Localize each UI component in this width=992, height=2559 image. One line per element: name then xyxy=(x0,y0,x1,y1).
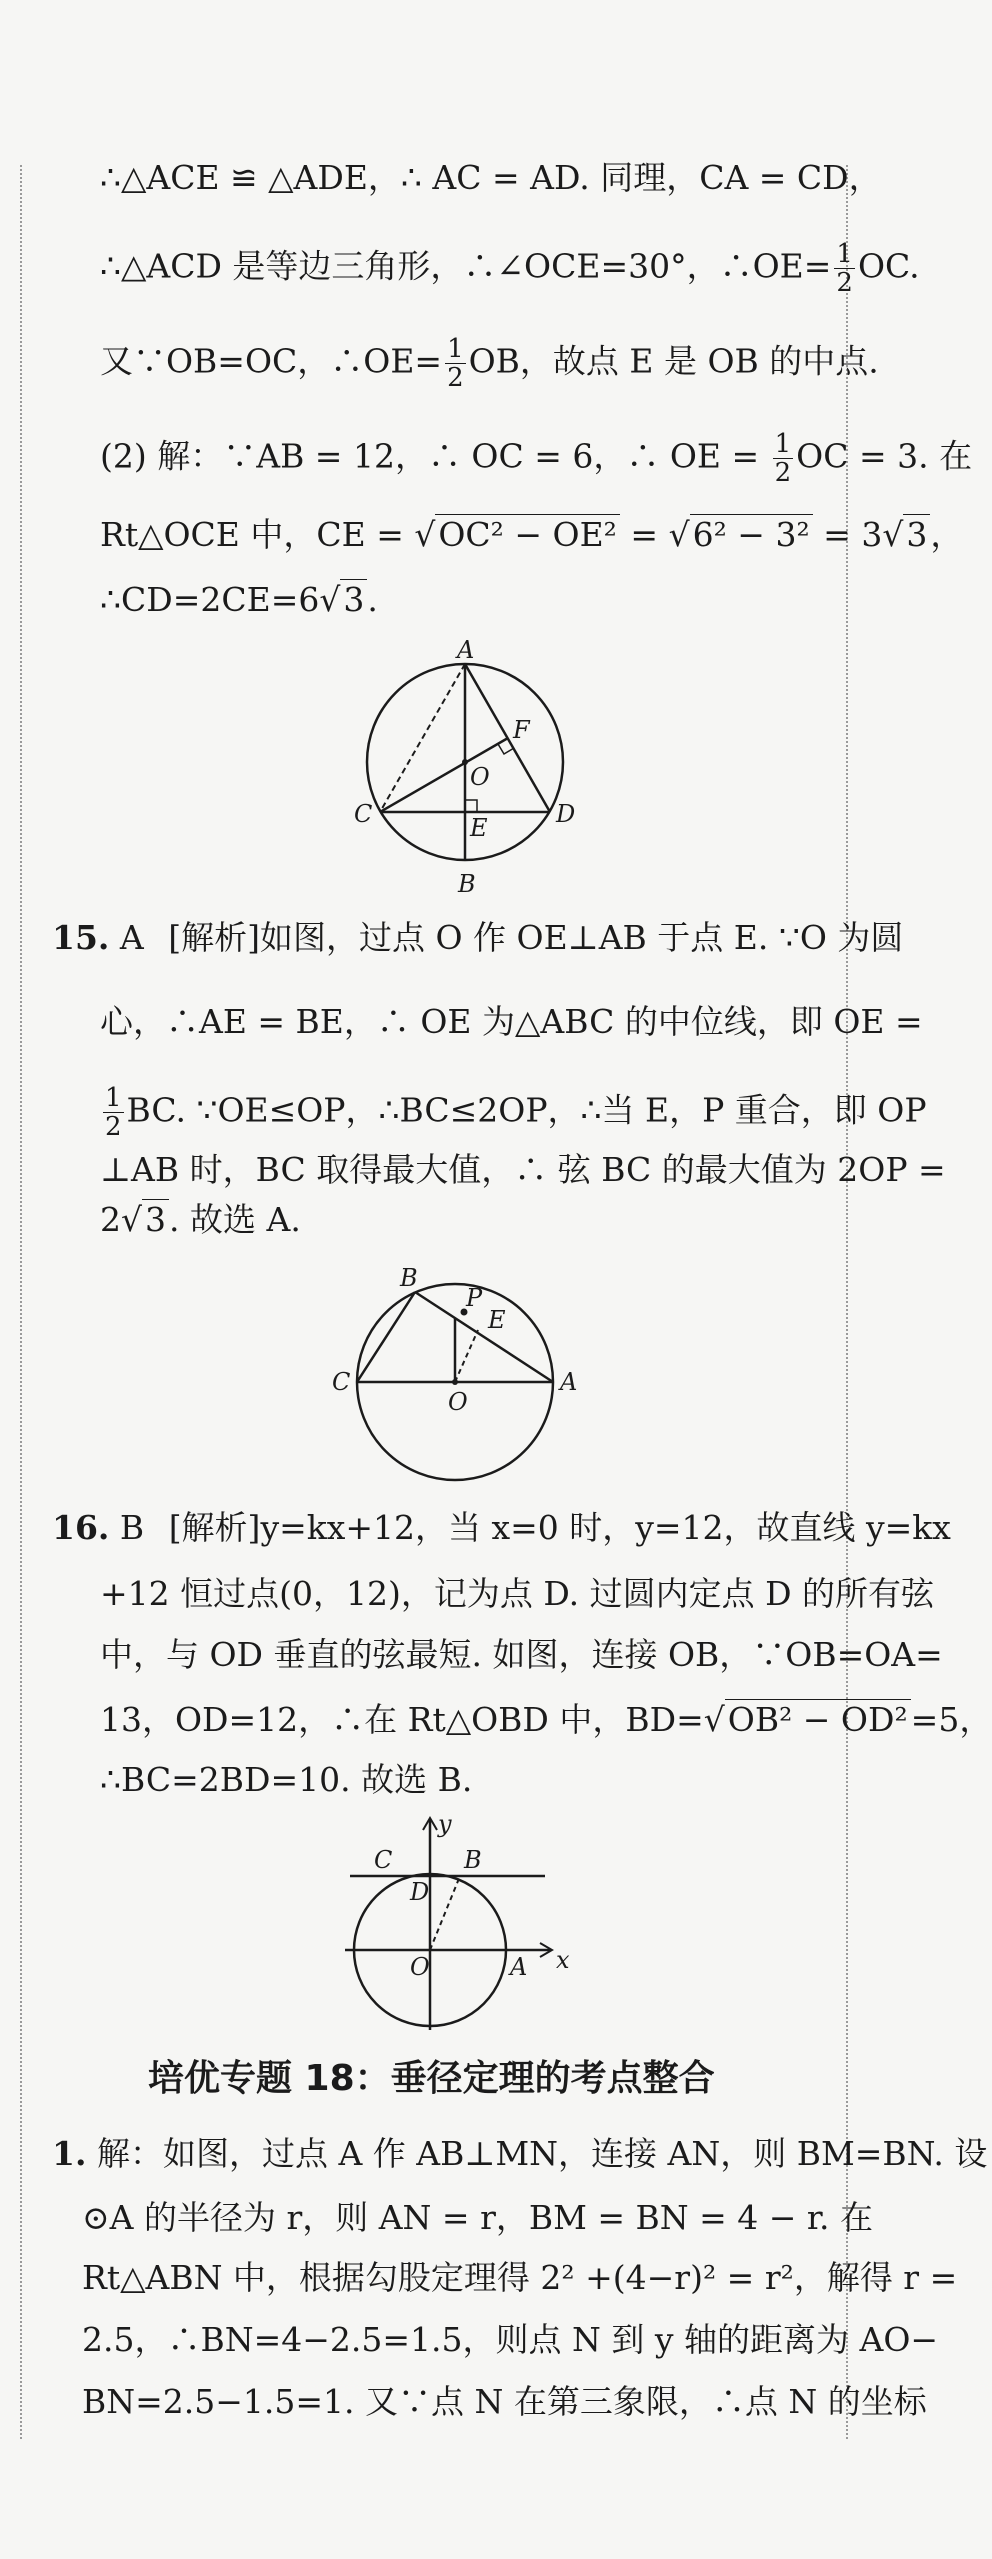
label-a: A xyxy=(510,1953,528,1981)
figure-circle-bc-chord xyxy=(320,1250,600,1480)
text-segment: (2) 解：∵AB = 12，∴ OC = 6，∴ OE = xyxy=(100,436,770,476)
label-c: C xyxy=(374,1846,393,1874)
label-b: B xyxy=(400,1264,418,1292)
label-a: A xyxy=(457,636,475,664)
sqrt-radicand: 6² − 3² xyxy=(690,514,813,554)
text-segment: OB，故点 E 是 OB 的中点. xyxy=(468,341,879,381)
sqrt-radicand: OB² − OD² xyxy=(725,1699,911,1739)
label-b: B xyxy=(458,870,476,898)
label-p: P xyxy=(466,1284,483,1312)
text-segment: = xyxy=(619,515,669,554)
text-line xyxy=(100,1084,927,1141)
text-segment: OC = 3. 在 xyxy=(796,436,973,476)
right-angle-mark xyxy=(465,800,477,812)
label-d: D xyxy=(410,1878,430,1906)
fraction-denominator: 2 xyxy=(105,1112,122,1142)
problem-1-line xyxy=(52,2134,987,2174)
text-line xyxy=(100,430,972,487)
answer-letter: A xyxy=(119,918,144,957)
fraction-numerator: 1 xyxy=(105,1083,122,1113)
label-c: C xyxy=(332,1368,351,1396)
label-y: y xyxy=(438,1810,452,1838)
fraction-denominator: 2 xyxy=(447,363,464,393)
sqrt-radicand: 3 xyxy=(142,1199,169,1239)
text-line: 2√3. 故选 A. xyxy=(100,1200,301,1239)
fraction xyxy=(103,1084,124,1141)
text-segment: y=kx+12，当 x=0 时，y=12，故直线 y=kx xyxy=(260,1508,951,1547)
label-o: O xyxy=(448,1388,468,1416)
text-line: ∴BC=2BD=10. 故选 B. xyxy=(100,1760,473,1799)
section-heading: 培优专题 18：垂径定理的考点整合 xyxy=(148,2058,715,2099)
segment-ob xyxy=(430,1876,460,1950)
problem-number: 1. xyxy=(52,2134,87,2173)
text-line: ∴△ACE ≌ △ADE，∴ AC = AD. 同理，CA = CD， xyxy=(100,158,882,197)
text-segment: 如图，过点 O 作 OE⊥AB 于点 E. ∵O 为圆 xyxy=(260,918,904,957)
analysis-tag: [解析] xyxy=(168,1508,261,1547)
fraction xyxy=(834,240,855,297)
segment-ac xyxy=(380,664,465,812)
text-line xyxy=(100,240,920,297)
answer-letter: B xyxy=(119,1508,145,1547)
text-line: Rt△OCE 中，CE = √OC² − OE² = √6² − 3² = 3√3， xyxy=(100,515,964,554)
text-segment: =5， xyxy=(910,1700,992,1739)
figure-circle-triangle-acd xyxy=(340,636,590,900)
text-segment: . 故选 A. xyxy=(169,1200,301,1239)
left-dotted-rule xyxy=(20,165,22,2439)
label-o: O xyxy=(410,1953,430,1981)
text-line: BN=2.5−1.5=1. 又∵点 N 在第三象限，∴点 N 的坐标 xyxy=(82,2382,927,2421)
right-dotted-rule xyxy=(846,165,848,2439)
label-e: E xyxy=(470,814,488,842)
figure-coordinate-circle xyxy=(330,1810,590,2040)
text-segment: 2 xyxy=(100,1200,121,1239)
text-segment: ∴△ACD 是等边三角形，∴∠OCE=30°，∴OE= xyxy=(100,246,832,286)
sqrt-radicand: 3 xyxy=(903,514,930,554)
text-line: ∴CD=2CE=6√3. xyxy=(100,580,378,619)
label-c: C xyxy=(354,800,373,828)
label-a: A xyxy=(560,1368,578,1396)
segment-cb xyxy=(357,1292,415,1382)
fraction-numerator: 1 xyxy=(836,239,853,269)
label-b: B xyxy=(464,1846,482,1874)
label-o: O xyxy=(470,763,490,791)
text-line: ⊙A 的半径为 r，则 AN = r，BM = BN = 4 − r. 在 xyxy=(82,2198,874,2237)
text-segment: BC. ∵OE≤OP，∴BC≤2OP，∴当 E，P 重合，即 OP xyxy=(126,1090,927,1130)
fraction-denominator: 2 xyxy=(836,268,853,298)
fraction-numerator: 1 xyxy=(774,429,792,459)
label-d: D xyxy=(556,800,576,828)
problem-number: 15. xyxy=(52,918,110,957)
sqrt-radicand: OC² − OE² xyxy=(435,514,620,554)
text-segment: 13，OD=12，∴在 Rt△OBD 中，BD= xyxy=(100,1700,704,1739)
text-line: 中，与 OD 垂直的弦最短. 如图，连接 OB，∵OB=OA= xyxy=(100,1635,943,1674)
text-segment: . xyxy=(367,580,378,619)
text-line: Rt△ABN 中，根据勾股定理得 2² +(4−r)² = r²，解得 r = xyxy=(82,2258,958,2297)
text-segment: = 3 xyxy=(812,515,883,554)
point-o xyxy=(452,1379,458,1385)
fraction xyxy=(445,335,466,392)
text-line: 心，∴AE = BE，∴ OE 为△ABC 的中位线，即 OE = xyxy=(100,1002,923,1041)
segment-op xyxy=(455,1330,478,1382)
fraction-denominator: 2 xyxy=(774,458,792,488)
label-f: F xyxy=(513,716,530,744)
sqrt-radicand: 3 xyxy=(340,579,367,619)
fraction xyxy=(773,430,794,487)
text-line: 13，OD=12，∴在 Rt△OBD 中，BD=√OB² − OD²=5， xyxy=(100,1700,992,1739)
label-x: x xyxy=(556,1946,570,1974)
text-line: +12 恒过点(0，12)，记为点 D. 过圆内定点 D 的所有弦 xyxy=(100,1574,935,1613)
text-segment: Rt△OCE 中，CE = xyxy=(100,515,415,554)
analysis-tag: [解析] xyxy=(168,918,261,957)
text-line: ⊥AB 时，BC 取得最大值，∴ 弦 BC 的最大值为 2OP = xyxy=(100,1150,946,1189)
text-segment: 又∵OB=OC，∴OE= xyxy=(100,341,443,381)
label-e: E xyxy=(488,1306,506,1334)
text-line: 2.5，∴BN=4−2.5=1.5，则点 N 到 y 轴的距离为 AO− xyxy=(82,2320,939,2359)
problem-16-line xyxy=(52,1508,951,1548)
text-line xyxy=(100,335,879,392)
point-o xyxy=(462,759,468,765)
text-segment: ， xyxy=(930,515,964,554)
fraction-numerator: 1 xyxy=(447,334,464,364)
problem-number: 16. xyxy=(52,1508,110,1547)
text-segment: 解：如图，过点 A 作 AB⊥MN，连接 AN，则 BM=BN. 设 xyxy=(96,2134,988,2173)
text-segment: ∴CD=2CE=6 xyxy=(100,580,320,619)
segment-ba xyxy=(415,1292,553,1382)
text-segment: OC. xyxy=(857,246,920,286)
problem-15-line xyxy=(52,918,903,958)
